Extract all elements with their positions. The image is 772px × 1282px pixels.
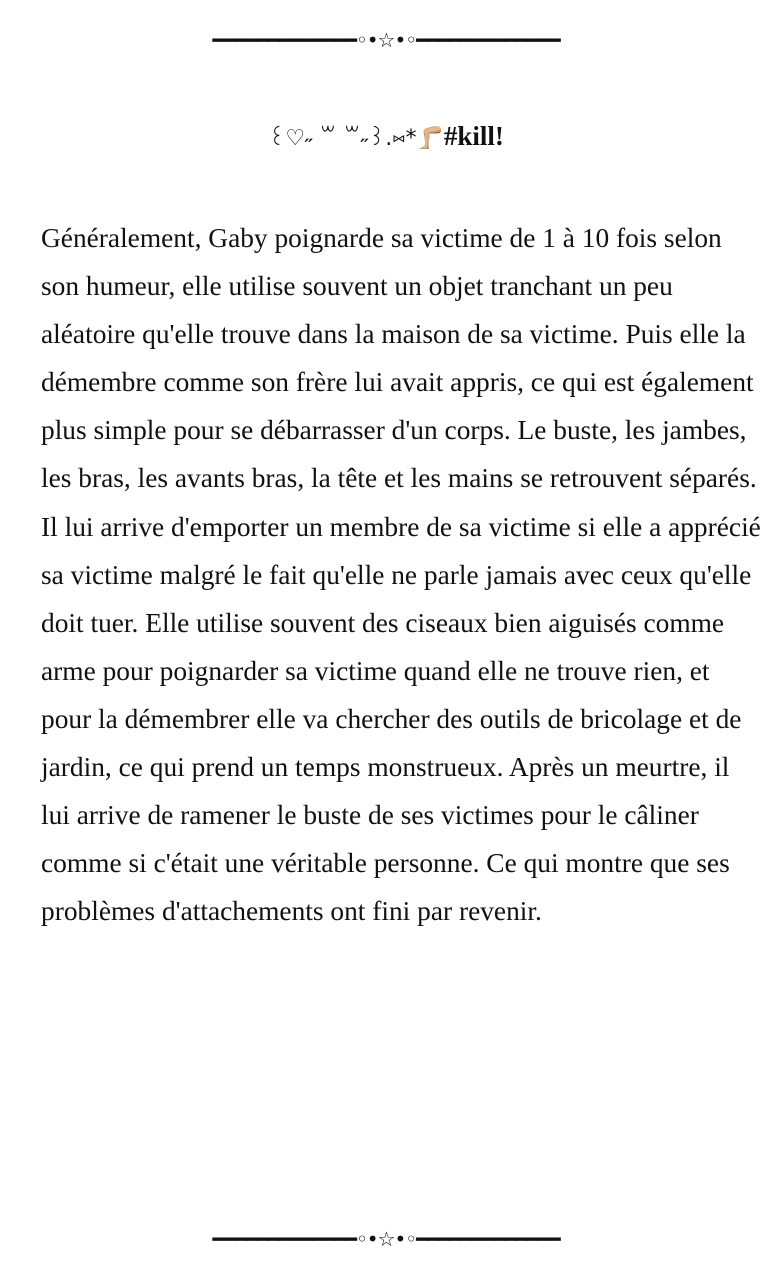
bottom-divider: ━━━━━━━━━━━━━◦•☆•◦━━━━━━━━━━━━━ [212,1227,560,1251]
top-divider: ━━━━━━━━━━━━━◦•☆•◦━━━━━━━━━━━━━ [212,28,560,52]
section-heading [0,116,772,159]
kaomoji-decoration: ꒰♡˶ ꒳ ꒳˶꒱.⑅*🦵🏼 [268,126,444,151]
description-paragraph: Généralement, Gaby poignarde sa victime de 1 à 10 fois selon son humeur, elle utilise souvent un objet tranchant un peu aléatoire qu'elle trouve dans la maison de sa victime. Puis elle la démembre comme son frère lui avait appris, ce qui est également plus simple pour se débarrasser d'un corps. Le buste, les jambes, les bras, les avants bras, la tête et les mains se retrouvent séparés. Il lui arrive d'emporter un membre de sa victime si elle a apprécié sa victime malgré le fait qu'elle ne parle jamais avec ceux qu'elle doit tuer. Elle utilise souvent des ciseaux bien aiguisés comme arme pour poignarder sa victime quand elle ne trouve rien, et pour la démembrer elle va chercher des outils de bricolage et de jardin, ce qui prend un temps monstrueux. Après un meurtre, il lui arrive de ramener le buste de ses victimes pour le câliner comme si c'était une véritable personne. Ce qui montre que ses problèmes d'attachements ont fini par revenir. [41,223,761,927]
hashtag-title: #kill! [443,121,504,151]
